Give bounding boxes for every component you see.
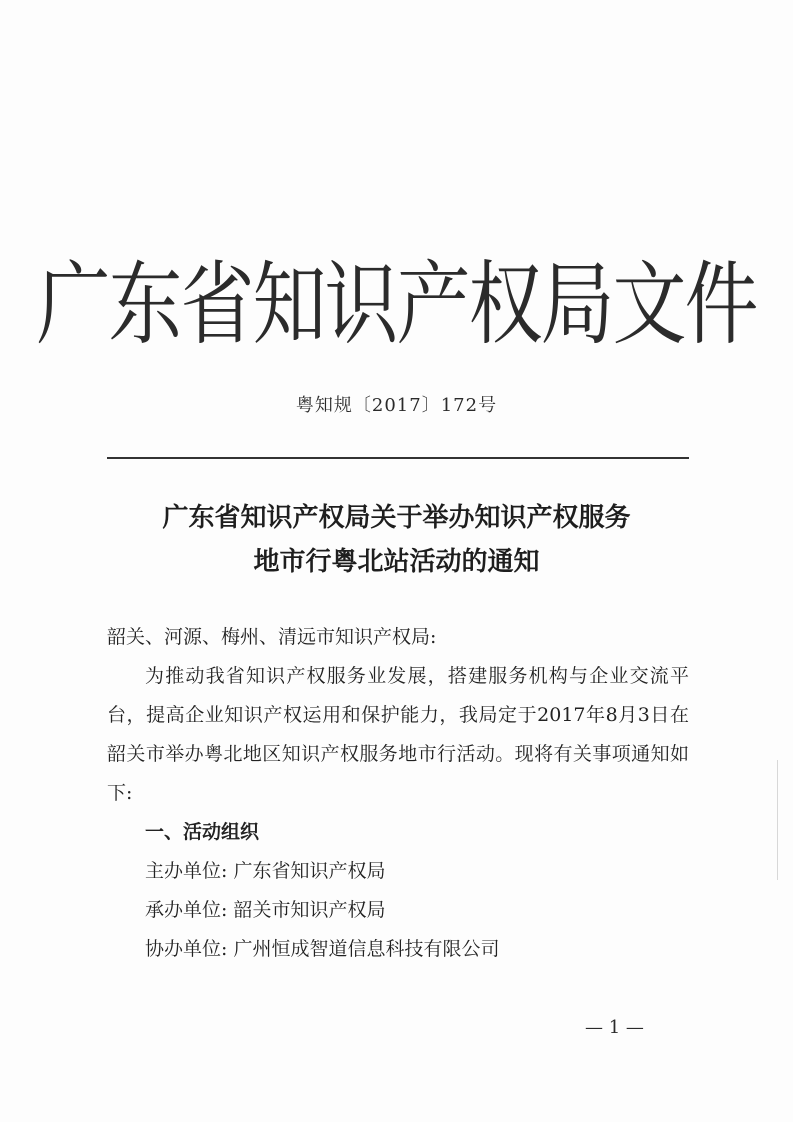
organizer-host: 主办单位: 广东省知识产权局 xyxy=(145,860,386,882)
issuer-masthead: 广东省知识产权局文件 xyxy=(36,252,757,358)
scan-artifact-line xyxy=(777,760,778,880)
page-number: — 1 — xyxy=(585,1017,644,1038)
organizer-co-organizer: 协办单位: 广州恒成智道信息科技有限公司 xyxy=(145,938,500,960)
notice-title xyxy=(0,496,793,584)
intro-paragraph: 为推动我省知识产权服务业发展，搭建服务机构与企业交流平台，提高企业知识产权运用和保护能力，我局定于2017年8月3日在韶关市举办粤北地区知识产权服务地市行活动。现将有关事项通知如下: xyxy=(107,665,689,804)
notice-title-line-2: 地市行粤北站活动的通知 xyxy=(253,547,540,577)
section-heading-organization: 一、活动组织 xyxy=(145,821,260,843)
organizer-undertaker: 承办单位: 韶关市知识产权局 xyxy=(145,899,386,921)
notice-body xyxy=(107,618,689,969)
header-divider xyxy=(107,457,689,459)
notice-title-line-1: 广东省知识产权局关于举办知识产权服务 xyxy=(162,503,631,533)
document-number: 粤知规〔2017〕172号 xyxy=(295,395,498,416)
addressee: 韶关、河源、梅州、清远市知识产权局: xyxy=(107,626,437,648)
